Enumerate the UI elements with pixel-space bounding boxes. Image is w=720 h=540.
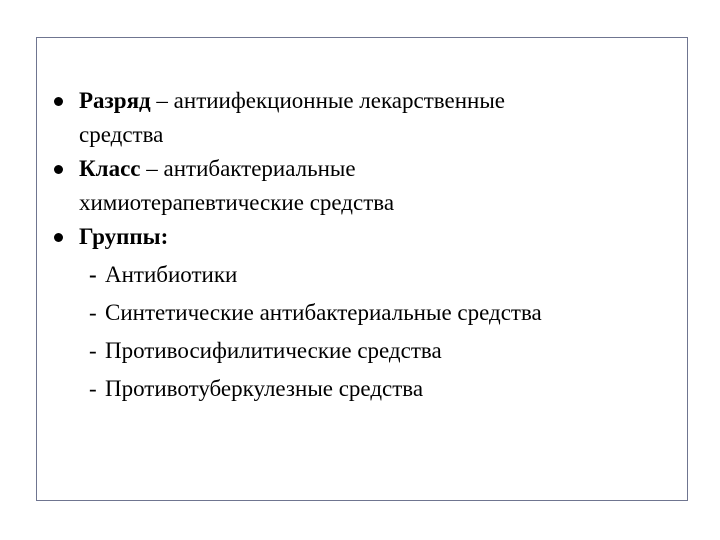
term-groups: Группы: — [79, 224, 169, 249]
bullet-icon — [54, 97, 63, 106]
dash-marker: - — [89, 300, 97, 325]
group-item — [79, 334, 679, 368]
slide-content — [79, 84, 679, 406]
term-category: Разряд — [79, 88, 151, 113]
dash-marker: - — [89, 262, 97, 287]
definition-class-line1: – антибактериальные — [140, 156, 356, 181]
term-class: Класс — [79, 156, 141, 181]
dash-marker: - — [89, 338, 97, 363]
group-item — [79, 372, 679, 406]
bullet-icon — [54, 233, 63, 242]
group-item-label: Антибиотики — [105, 262, 238, 287]
group-item-label: Синтетические антибактериальные средства — [105, 300, 542, 325]
definition-class-line2: химиотерапевтические средства — [79, 190, 395, 215]
list-item-groups — [79, 220, 679, 254]
definition-category-line2: средства — [79, 122, 164, 147]
groups-list — [79, 258, 679, 406]
dash-marker: - — [89, 376, 97, 401]
group-item-label: Противосифилитические средства — [105, 338, 442, 363]
group-item — [79, 258, 679, 292]
group-item-label: Противотуберкулезные средства — [105, 376, 424, 401]
bullet-icon — [54, 165, 63, 174]
list-item-class — [79, 152, 679, 220]
list-item-category — [79, 84, 679, 152]
group-item — [79, 296, 679, 330]
definition-category-line1: – антиифекционные лекарственные — [150, 88, 505, 113]
